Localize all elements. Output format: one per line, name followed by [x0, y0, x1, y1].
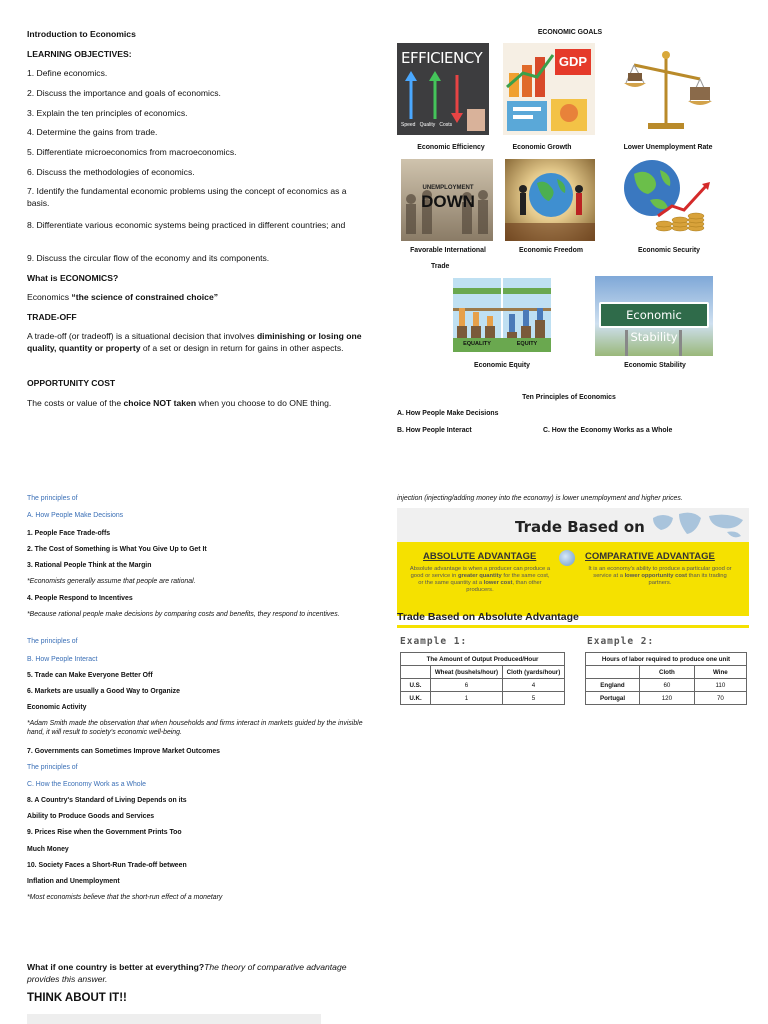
balance-scale-icon	[618, 43, 714, 135]
economic-freedom-image	[505, 159, 595, 241]
objective-4: 4. Determine the gains from trade.	[27, 127, 158, 137]
efficiency-image-title: EFFICIENCY	[401, 49, 483, 67]
absolute-text-1: Absolute advantage is when a producer can produce a good or service in	[409, 566, 551, 579]
example-1-table	[400, 652, 565, 705]
principle-10: 10. Society Faces a Short-Run Trade-off between	[27, 862, 187, 869]
economic-security-image	[610, 156, 718, 240]
economic-goals-heading: ECONOMIC GOALS	[537, 29, 603, 36]
trade-based-on-graphic	[397, 508, 749, 628]
example-1-row-country: U.K.	[401, 692, 431, 705]
absolute-advantage-text	[409, 566, 551, 594]
objective-7: 7. Identify the fundamental economic problems using the concept of economics as a basis.	[27, 186, 347, 208]
example-1-col-cloth: Cloth (yards/hour)	[502, 666, 564, 679]
economic-equity-image	[453, 278, 551, 352]
unemployment-down-image	[401, 159, 493, 241]
ten-principles-b: B. How People Interact	[397, 427, 472, 434]
tradeoff-bold: diminishing or losing one quality, quantity or property	[27, 331, 362, 353]
example-2-cell: 110	[694, 679, 746, 692]
opportunity-cost-text-1: The costs or value of the	[27, 398, 124, 408]
caption-favorable-trade-line1: Favorable International	[410, 247, 486, 254]
example-1-cell: 4	[502, 679, 564, 692]
absolute-text-2: for the same cost, or the same quantity at a	[418, 573, 550, 586]
example-1-row-country: U.S.	[401, 679, 431, 692]
principle-9-line2: Much Money	[27, 846, 69, 853]
trade-absolute-heading: Trade Based on Absolute Advantage	[397, 611, 579, 623]
efficiency-image	[397, 43, 489, 135]
absolute-text-3: , than other producers.	[466, 580, 542, 593]
example-2-title: Hours of labor required to produce one unit	[586, 653, 747, 666]
principles-b-heading: B. How People Interact	[27, 656, 98, 663]
example-2-table	[585, 652, 747, 705]
objective-2: 2. Discuss the importance and goals of economics.	[27, 88, 221, 98]
absolute-bold-2: lower cost	[483, 580, 513, 586]
globe-people-icon	[505, 159, 595, 241]
caption-economic-efficiency: Economic Efficiency	[417, 144, 485, 151]
principle-7: 7. Governments can Sometimes Improve Market Outcomes	[27, 748, 221, 755]
example-1-cell: 1	[431, 692, 503, 705]
ten-principles-c: C. How the Economy Works as a Whole	[543, 427, 673, 434]
principle-8-line2: Ability to Produce Goods and Services	[27, 813, 155, 820]
example-2-row-country: England	[586, 679, 640, 692]
example-1-col-wheat: Wheat (bushels/hour)	[431, 666, 503, 679]
comparative-advantage-title: COMPARATIVE ADVANTAGE	[585, 551, 715, 562]
trade-absolute-underline	[397, 625, 749, 628]
efficiency-image-labels	[401, 122, 471, 128]
comparative-question-bold: What if one country is better at everything?	[27, 962, 205, 972]
principle-9: 9. Prices Rise when the Government Prints Too	[27, 829, 182, 836]
unemployment-word: UNEMPLOYMENT	[422, 185, 474, 191]
economics-definition	[27, 291, 218, 303]
example-1-cell: 5	[502, 692, 564, 705]
table-row	[586, 679, 747, 692]
comparative-bold: lower opportunity cost	[624, 573, 688, 579]
caption-favorable-trade	[397, 246, 499, 271]
sign-post-right	[679, 330, 682, 356]
table-row	[586, 692, 747, 705]
caption-economic-growth: Economic Growth	[512, 144, 572, 151]
example-1-title: The Amount of Output Produced/Hour	[401, 653, 565, 666]
principle-8: 8. A Country's Standard of Living Depends on its	[27, 797, 187, 804]
comparative-question-italic: The theory of comparative advantage provides this answer.	[27, 962, 347, 984]
opportunity-cost-text-2: when you choose to do ONE thing.	[196, 398, 332, 408]
efficiency-quality-label: Quality	[419, 122, 436, 128]
equity-label: EQUITY	[516, 341, 538, 347]
caption-economic-freedom: Economic Freedom	[519, 247, 583, 254]
objectives-heading: LEARNING OBJECTIVES:	[27, 49, 132, 59]
example-2-col-cloth: Cloth	[640, 666, 695, 679]
efficiency-speed-label: Speed	[401, 122, 416, 128]
example-2-label: Example 2:	[587, 636, 655, 647]
truncated-content-bar	[27, 1014, 321, 1024]
opportunity-cost-text	[27, 397, 372, 409]
principles-c-heading: C. How the Economy Work as a Whole	[27, 781, 146, 788]
injection-text: injection (injecting/adding money into the economy) is lower unemployment and higher prices.	[397, 495, 683, 502]
caption-favorable-trade-line2: Trade	[431, 263, 450, 270]
example-1-label: Example 1:	[400, 636, 468, 647]
principle-10-line2: Inflation and Unemployment	[27, 878, 120, 885]
objective-8: 8. Differentiate various economic systems being practiced in different countries; and	[27, 220, 346, 230]
trade-based-on-title: Trade Based on	[515, 518, 645, 536]
efficiency-costs-label: Costs	[439, 122, 453, 128]
economics-definition-quote: “the science of constrained choice”	[71, 292, 219, 302]
principle-3-note: *Economists generally assume that people are rational.	[27, 578, 196, 585]
objective-5: 5. Differentiate microeconomics from macroeconomics.	[27, 147, 237, 157]
principle-10-note: *Most economists believe that the short-run effect of a monetary	[27, 894, 223, 901]
comparative-text-1: It is an economy's ability to produce a particular good or service at a	[588, 566, 732, 579]
tradeoff-text-1: A trade-off (or tradeoff) is a situational decision that involves	[27, 331, 257, 341]
principles-of-2: The principles of	[27, 638, 78, 645]
tradeoff-text-2: of a set or design in return for gains in other aspects.	[140, 343, 344, 353]
example-2-row-country: Portugal	[586, 692, 640, 705]
principles-a-heading: A. How People Make Decisions	[27, 512, 124, 519]
gdp-growth-image	[503, 43, 595, 135]
tradeoff-text	[27, 330, 362, 354]
ten-principles-heading: Ten Principles of Economics	[522, 394, 616, 401]
caption-lower-unemployment: Lower Unemployment Rate	[623, 144, 713, 151]
comparative-text-2: than its trading partners.	[648, 573, 727, 586]
think-about-it: THINK ABOUT IT!!	[27, 992, 127, 1004]
caption-economic-security: Economic Security	[637, 247, 701, 254]
objective-1: 1. Define economics.	[27, 68, 108, 78]
absolute-advantage-title: ABSOLUTE ADVANTAGE	[423, 551, 537, 562]
principle-6-note: *Adam Smith made the observation that when households and firms interact in markets guided by the invisible hand, it will result to society's economic well-being.	[27, 720, 363, 736]
objective-3: 3. Explain the ten principles of economics.	[27, 108, 188, 118]
example-2-cell: 120	[640, 692, 695, 705]
economic-stability-image	[595, 276, 713, 356]
principle-4: 4. People Respond to Incentives	[27, 595, 133, 602]
stability-sign: Economic Stability	[599, 302, 709, 328]
objective-6: 6. Discuss the methodologies of economics.	[27, 167, 195, 177]
unemployment-scale-image	[618, 43, 714, 135]
sign-post-left	[625, 330, 628, 356]
example-1-cell: 6	[431, 679, 503, 692]
example-2-col-wine: Wine	[694, 666, 746, 679]
world-map-icon	[649, 510, 749, 540]
down-word: DOWN	[421, 192, 475, 211]
principle-6-line2: Economic Activity	[27, 704, 87, 711]
principle-3: 3. Rational People Think at the Margin	[27, 562, 152, 569]
principle-6: 6. Markets are usually a Good Way to Organize	[27, 688, 180, 695]
opportunity-cost-bold: choice NOT taken	[123, 398, 197, 408]
principle-4-note: *Because rational people make decisions by comparing costs and benefits, they respond to incentives.	[27, 611, 340, 618]
example-2-corner	[586, 666, 640, 679]
principles-of-3: The principles of	[27, 764, 78, 771]
intro-title: Introduction to Economics	[27, 29, 136, 39]
caption-economic-stability: Economic Stability	[624, 362, 686, 369]
example-1-corner	[401, 666, 431, 679]
table-row	[401, 692, 565, 705]
comparative-question	[27, 961, 347, 985]
tradeoff-heading: TRADE-OFF	[27, 312, 77, 322]
principle-1: 1. People Face Trade-offs	[27, 530, 111, 537]
globe-coins-icon	[610, 156, 718, 240]
equality-label: EQUALITY	[463, 341, 491, 347]
caption-economic-equity: Economic Equity	[474, 362, 530, 369]
comparative-advantage-text	[585, 566, 735, 587]
globe-icon	[559, 550, 575, 566]
what-is-economics-heading: What is ECONOMICS?	[27, 273, 119, 283]
principles-of-1: The principles of	[27, 495, 78, 502]
opportunity-cost-heading: OPPORTUNITY COST	[27, 378, 116, 388]
table-row	[401, 679, 565, 692]
economics-definition-prefix: Economics	[27, 292, 72, 302]
example-2-cell: 70	[694, 692, 746, 705]
principle-2: 2. The Cost of Something is What You Give Up to Get It	[27, 546, 207, 553]
absolute-bold-1: greater quantity	[457, 573, 502, 579]
gdp-label: GDP	[555, 49, 591, 75]
principle-5: 5. Trade can Make Everyone Better Off	[27, 672, 153, 679]
example-2-cell: 60	[640, 679, 695, 692]
ten-principles-a: A. How People Make Decisions	[397, 410, 499, 417]
objective-9: 9. Discuss the circular flow of the economy and its components.	[27, 253, 270, 263]
